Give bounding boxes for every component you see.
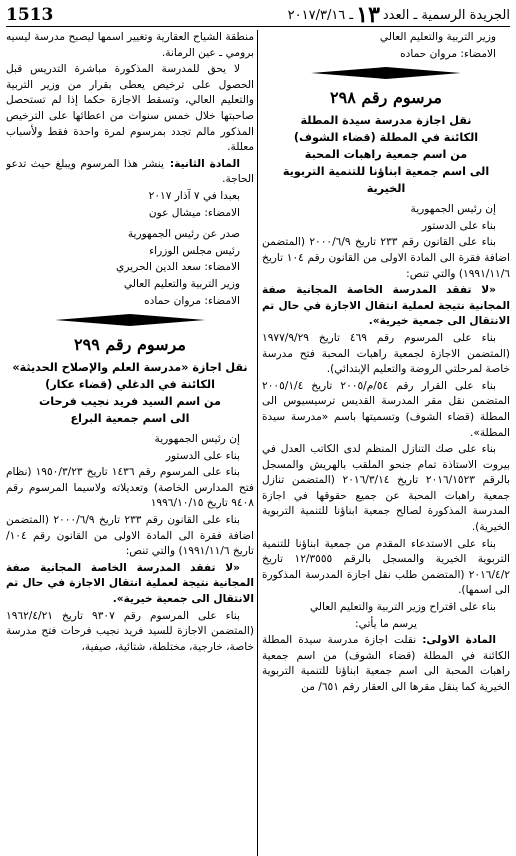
decree-title-line: من اسم جمعية راهبات المحبة [304,148,468,162]
article-1 [262,633,510,695]
article-2 [6,157,254,188]
decree-number: مرسوم رقم ٢٩٨ [330,88,442,108]
preamble-constitution: بناء على الدستور [421,219,496,232]
decree-title-line: الكائنة في الدغلي (قضاء عكار) [45,378,215,392]
signer-title: وزير التربية والتعليم العالي [379,31,496,43]
right-column [262,30,510,856]
signature-line: الامضاء: سعد الدين الحريري [116,261,240,274]
legal-paragraph: بناء على القانون رقم ٢٣٣ تاريخ ٢٠٠٠/٦/٩ (المتضمن اضافة فقرة الى المادة الاولى من القانون رقم ١٠٤ تاريخ ١٩٩١/١١/٦) والتي تنص: [262,236,510,280]
page-header [6,4,510,27]
section-divider [262,64,510,82]
legal-paragraph: بناء على المرسوم رقم ٤٦٩ تاريخ ١٩٧٧/٩/٢٩ (المتضمن الاجازة لجمعية راهبات المحبة فتح مدرسة خاصة لمرحلتي الروضة والتعليم الإبتدائي). [262,331,510,376]
date-line: بعبدا في ٧ آذار ٢٠١٧ [148,189,240,202]
preamble-president: إن رئيس الجمهورية [154,433,240,446]
legal-paragraph: لا يحق للمدرسة المذكورة مباشرة التدريس قبل الحصول على ترخيص يعطى بقرار من وزير التربية والتعليم العالي، وتسقط الاجازة حكما إذا لم تستحصل صاحبتها خلال خمس سنوات من اعطائها على الترخيص المذكور مالم تجدد بمرسوم لمرة واحدة فقط ولأسباب معللة. [6,63,254,154]
gazette-name: الجريدة الرسمية ـ العدد [382,8,510,23]
decree-enactment: يرسم ما يأتي: [355,617,417,630]
section-divider [6,311,254,329]
issue-number: ١٣ [356,2,380,28]
legal-paragraph: بناء على صك التنازل المنظم لدى الكاتب العدل في بيروت الاستاذة تمام جنحو الملقب بالهريش والمسجل بالرقم ٢٠١٦/١٥٢٣ تاريخ ٢٠١٦/٣/١٤ (المتضمن تنازل جمعية راهبات المحبة عن جميع حقوقها في اجازة المدرسة المذكورة لصالح جمعية ابناؤنا للتنمية التربوية الخيرية). [262,443,510,534]
legal-paragraph: بناء على الاستدعاء المقدم من جمعية ابناؤنا للتنمية التربوية الخيرية والمسجل بالرقم ١٢/٣٥٥٥ تاريخ ٢٠١٦/٤/٢ (المتضمن طلب نقل اجازة المدرسة المذكورة الى اسمها). [262,537,510,597]
legal-paragraph: بناء على القانون رقم ٢٣٣ تاريخ ٢٠٠٠/٦/٩ (المتضمن اضافة فقرة الى المادة الاولى من القانون رقم ١٠٤/ تاريخ ١٩٩١/١١/٦) والتي تنص: [6,514,254,558]
legal-paragraph: بناء على اقتراح وزير التربية والتعليم العالي [309,601,496,614]
decree-title-line: من اسم السيد فريد نجيب فرحات [39,395,221,409]
column-divider [257,30,258,856]
preamble-president: إن رئيس الجمهورية [410,203,496,216]
pm-title: رئيس مجلس الوزراء [149,244,240,257]
decree-title-line: الى اسم جمعية البراع [70,412,190,426]
signer-title: وزير التربية والتعليم العالي [123,277,240,290]
gazette-title [288,4,510,27]
article-label: المادة الاولى: [422,634,497,647]
decree-title-line: الكائنة في المطلة (قضاء الشوف) [293,131,479,145]
article-text: نقلت اجازة مدرسة سيدة المطلة الكائنة في المطلة (قضاء الشوف) من اسم جمعية راهبات المحبة الى اسم جمعية ابناؤنا للتنمية التربوية الخيرية كما ينقل مقرها الى العقار رقم ٦٥١/ من [262,634,510,693]
signature-line: الامضاء: مروان حماده [144,294,240,307]
legal-paragraph: بناء على المرسوم رقم ٩٣٠٧ تاريخ ١٩٦٢/٤/٢١ (المتضمن الاجازة للسيد فريد نجيب فرحات فتح مدرسة خاصة، خارجية، مختلطة، شتائية، صيفية، [6,609,254,653]
signature-line: الامضاء: ميشال عون [148,206,240,219]
issued-by: صدر عن رئيس الجمهورية [127,228,240,241]
decree-title-line: الى اسم جمعية ابناؤنا للتنمية التربوية الخيرية [282,165,490,196]
page-number: 1513 [6,5,54,25]
article-text: ينشر هذا المرسوم ويبلغ حيث تدعو الحاجة. [6,157,254,186]
decree-number: مرسوم رقم ٢٩٩ [74,335,186,355]
decree-title-line: نقل اجازة «مدرسة العلم والإصلاح الحديثة» [12,361,248,375]
left-column [6,30,254,856]
article-label: المادة الثانية: [169,157,240,170]
preamble-constitution: بناء على الدستور [165,449,240,462]
decree-title-line: نقل اجازة مدرسة سيدة المطلة [300,114,472,128]
continued-text: منطقة الشياح العقارية وتغيير اسمها ليصبح مدرسة ليسيه برومي ـ عين الرمانة. [6,31,254,59]
signature-line: الامضاء: مروان حماده [400,47,496,60]
issue-date: ـ ٢٠١٧/٣/١٦ [287,8,354,23]
legal-paragraph: بناء على القرار رقم ٥٤/م/٢٠٠٥ تاريخ ٢٠٠٥/١/٤ المتضمن نقل مقر المدرسة القديس ترسيسيوس الى المطلة (قضاء الشوف) وتسميتها باسم «مدرسة سيدة المطلة». [262,379,510,439]
legal-paragraph: بناء على المرسوم رقم ١٤٣٦ تاريخ ١٩٥٠/٣/٢٣ (نظام فتح المدارس الخاصة) وتعديلاته ولاسيما المرسوم رقم ٩٤٠٨ تاريخ ١٩٩٦/١٠/١٥ [6,466,254,510]
quoted-provision: «لا تفقد المدرسة الخاصة المجانية صفة المجانية نتيجة لعملية انتقال الاجازة في حال تم الانتقال الى جمعية خيرية». [262,284,510,328]
quoted-provision: «لا تفقد المدرسة الخاصة المجانية صفة المجانية نتيجة لعملية انتقال الاجازة في حال تم الانتقال الى جمعية خيرية». [6,561,254,606]
